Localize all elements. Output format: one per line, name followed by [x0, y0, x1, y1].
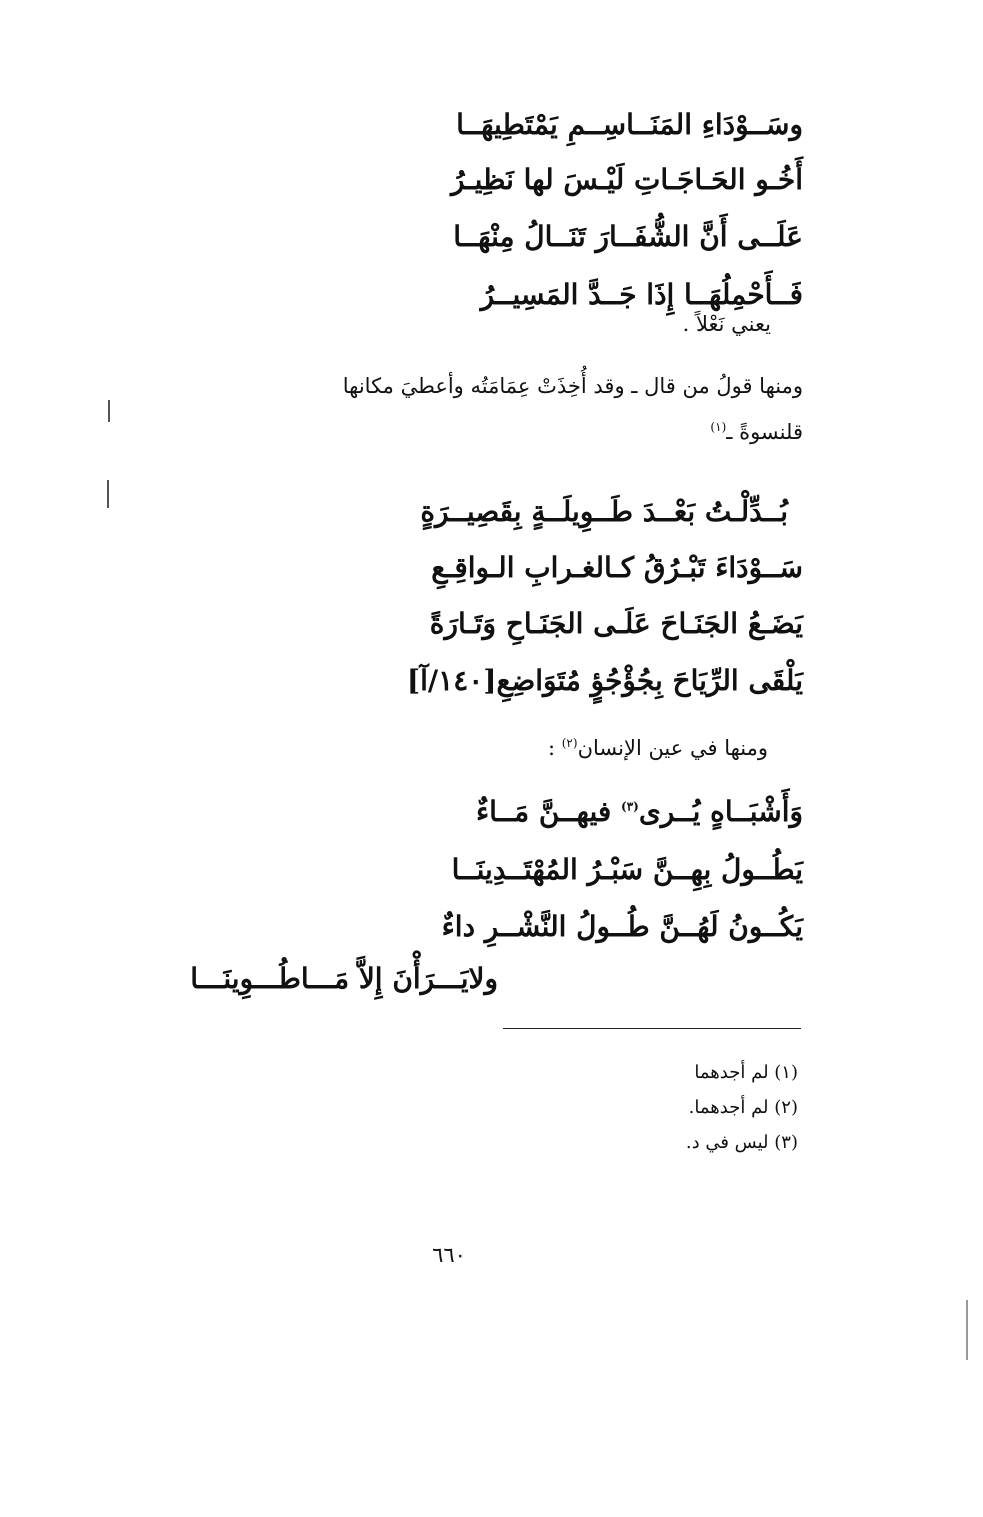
footnote-divider: [503, 1028, 801, 1029]
poem3-line-3: يَكُــونُ لَهُــنَّ طُــولُ النَّشْــرِ داءٌ: [441, 910, 803, 943]
scan-mark: [107, 480, 109, 508]
footnote-3: (٣) ليس في د.: [685, 1132, 798, 1153]
poem2-line-1: بُــدِّلْـتُ بَعْــدَ طَــوِيلَــةٍ بِقَصِيــرَةٍ: [420, 495, 788, 528]
poem3-line-2: يَطُــولُ بِهِــنَّ سَبْـرُ المُهْتَــدِينَــا: [451, 853, 803, 886]
poem3-line-1-b: فيهــنَّ مَــاءٌ: [475, 795, 622, 828]
intro1-line-2-text: قلنسوةً ـ: [726, 420, 803, 444]
intro1-line-2: [710, 420, 803, 444]
footnote-2: (٢) لم أجدهما.: [688, 1097, 798, 1118]
page-number: ٦٦٠: [432, 1243, 466, 1267]
poem2-line-2: سَــوْدَاءَ تَبْـرُقُ كـالغـرابِ الـواقِـعِ: [431, 551, 803, 584]
poem1-line-2: أَخُـو الحَـاجَـاتِ لَيْـسَ لها نَظِيـرُ: [451, 163, 803, 196]
footnote-1: (١) لم أجدهما: [694, 1062, 798, 1083]
footnote-ref-1: (١): [710, 420, 727, 434]
intro2-line: [548, 736, 768, 760]
gloss-line: يعني نَعْلاً .: [682, 312, 771, 336]
scan-mark: [108, 400, 110, 422]
intro2-text: ومنها في عين الإنسان: [577, 736, 768, 760]
footnote-ref-3: (٣): [621, 799, 639, 814]
poem1-line-4: فَــأَحْمِلُهَــا إِذَا جَــدَّ المَسِيــرُ: [480, 278, 803, 311]
poem1-line-1: وسَــوْدَاءِ المَنَــاسِــمِ يَمْتَطِيهَــا: [456, 108, 803, 141]
scan-mark: [966, 1300, 968, 1360]
poem2-line-3: يَضَـعُ الجَنَـاحَ عَلَـى الجَنَـاحِ وَتَـارَةً: [429, 607, 803, 640]
poem2-line-4: يَلْقَى الرِّيَاحَ بِجُؤْجُؤٍ مُتَوَاضِعِ[١٤٠/آ]: [406, 664, 803, 697]
intro1-line-1: ومنها قولُ من قال ـ وقد أُخِذَتْ عِمَامَتُه وأعطيَ مكانها: [342, 374, 803, 398]
intro2-tail: :: [547, 736, 562, 760]
poem3-line-1: [476, 795, 803, 828]
poem3-line-1-a: وَأَشْبَــاهٍ يُــرى: [638, 795, 803, 828]
poem3-line-4: ولايَـــرَأْنَ إِلاَّ مَـــاطُـــوِينَـــا: [190, 962, 498, 995]
footnote-ref-2: (٢): [561, 736, 578, 750]
poem1-line-3: عَلَــى أَنَّ الشُّفَــارَ تَنَــالُ مِنْهَــا: [453, 220, 803, 253]
